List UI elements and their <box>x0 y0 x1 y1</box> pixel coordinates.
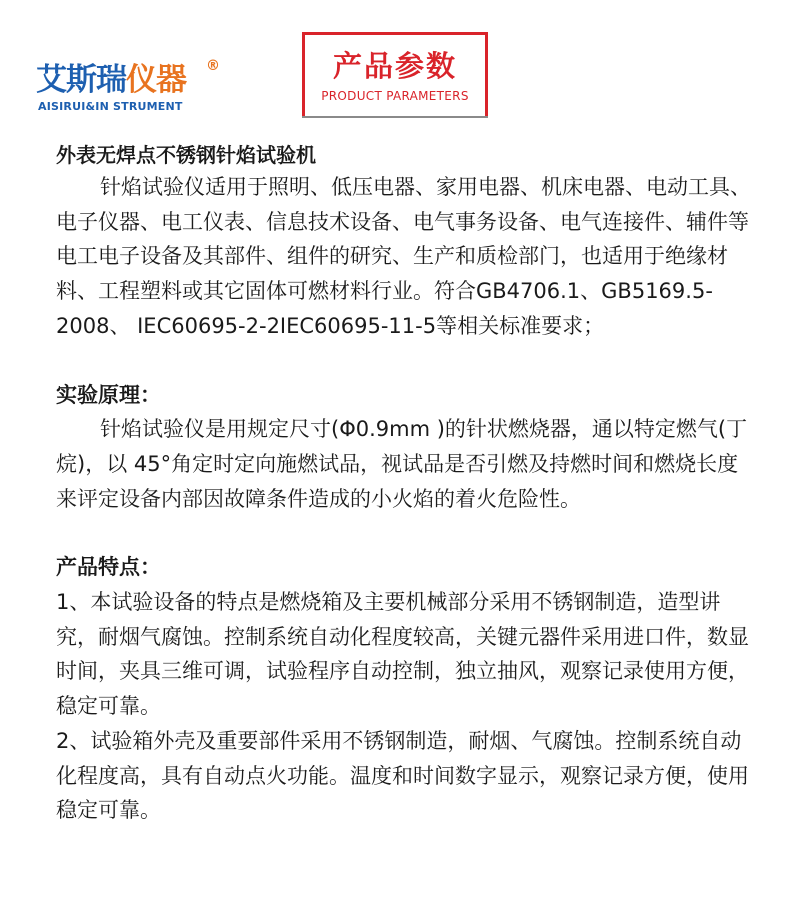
logo-chinese-orange: 仪器 <box>126 62 186 98</box>
header <box>0 0 790 130</box>
logo-chinese-blue: 艾斯瑞 <box>36 62 126 98</box>
logo-english: AISIRUI&IN STRUMENT <box>38 100 183 113</box>
brand-logo <box>36 58 236 122</box>
registered-icon: ® <box>206 58 220 74</box>
spacer <box>56 516 756 550</box>
principle-paragraph: 针焰试验仪是用规定尺寸(Φ0.9mm )的针状燃烧器，通以特定燃气(丁烷)，以 45°角定时定向施燃试品，视试品是否引燃及持燃时间和燃烧长度来评定设备内部因故障条件造成的小火焰的着火危险性。 <box>56 417 748 511</box>
banner-border-bottom <box>302 116 488 118</box>
product-title: 外表无焊点不锈钢针焰试验机 <box>56 143 316 167</box>
banner-subtitle: PRODUCT PARAMETERS <box>321 89 469 103</box>
features-heading: 产品特点： <box>56 555 161 580</box>
feature-item-1: 1、本试验设备的特点是燃烧箱及主要机械部分采用不锈钢制造，造型讲究，耐烟气腐蚀。控制系统自动化程度较高，关键元器件采用进口件，数显时间，夹具三维可调，试验程序自动控制，独立抽风，观察记录使用方便，稳定可靠。 <box>56 590 749 719</box>
banner-title: 产品参数 <box>332 49 457 83</box>
logo-chinese <box>36 62 186 98</box>
banner-border-top <box>302 32 488 35</box>
spacer <box>56 344 756 378</box>
intro-paragraph: 针焰试验仪适用于照明、低压电器、家用电器、机床电器、电动工具、电子仪器、电工仪表、信息技术设备、电气事务设备、电气连接件、辅件等电工电子设备及其部件、组件的研究、生产和质检部门，也适用于绝缘材料、工程塑料或其它固体可燃材料行业。符合GB4706.1、GB5169.5-2008、 IEC60695-2-2IEC60695-11-5等相关标准要求； <box>56 175 751 338</box>
product-parameters-banner <box>302 32 488 118</box>
principle-heading: 实验原理： <box>56 382 161 407</box>
main-content <box>56 140 756 828</box>
feature-item-2: 2、试验箱外壳及重要部件采用不锈钢制造，耐烟、气腐蚀。控制系统自动化程度高，具有自动点火功能。温度和时间数字显示，观察记录方便，使用稳定可靠。 <box>56 728 749 823</box>
